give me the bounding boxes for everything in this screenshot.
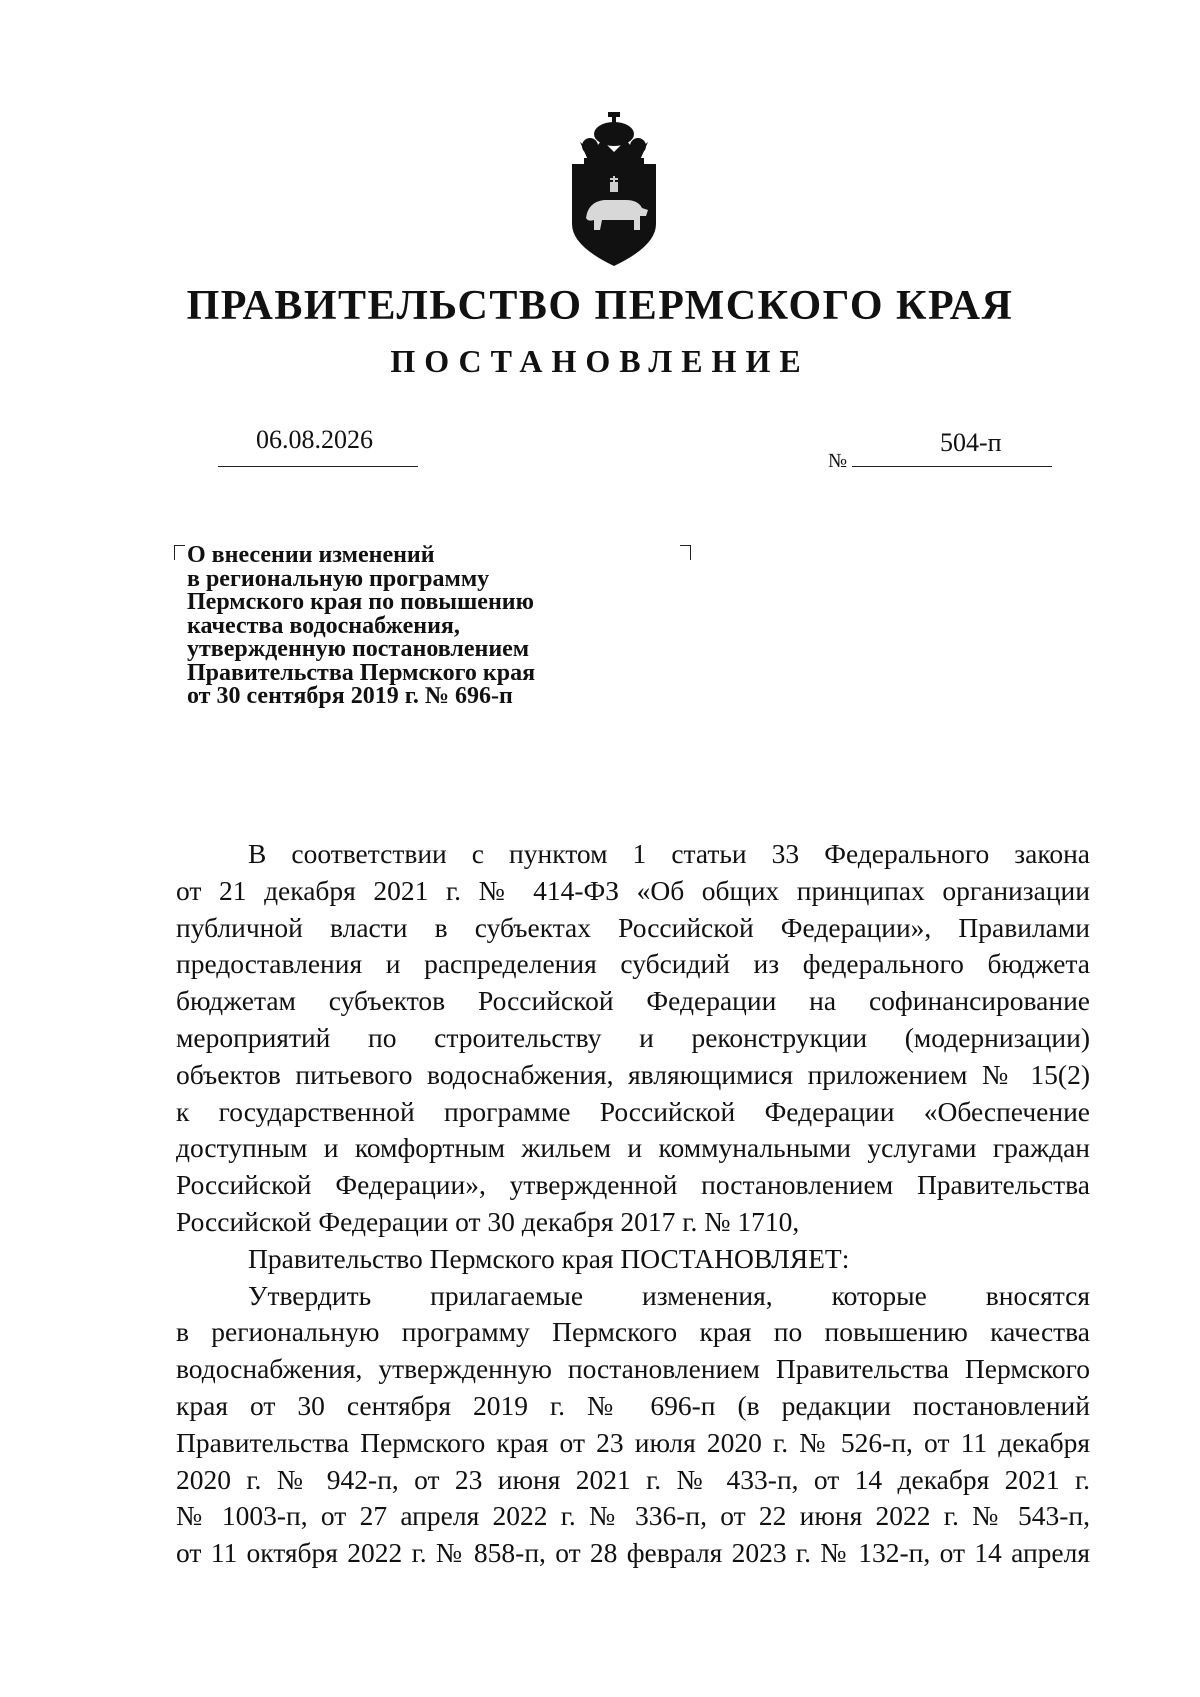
body-line: Российской Федерации», утвержденной постановлением Правительства <box>176 1169 1090 1201</box>
subject-line: Правительства Пермского края <box>187 659 536 686</box>
body-line: Правительство Пермского края ПОСТАНОВЛЯЕТ: <box>248 1242 850 1274</box>
date-underline <box>218 466 418 467</box>
document-body <box>176 836 1090 1572</box>
body-line: от 11 октября 2022 г. № 858-п, от 28 февраля 2023 г. № 132-п, от 14 апреля <box>176 1537 1090 1569</box>
government-title: ПРАВИТЕЛЬСТВО ПЕРМСКОГО КРАЯ <box>186 283 1014 329</box>
body-line: бюджетам субъектов Российской Федерации на софинансирование <box>176 985 1090 1017</box>
subject-line: утвержденную постановлением <box>187 636 530 662</box>
document-subject <box>187 544 647 709</box>
body-line: Утвердить прилагаемые изменения, которые вносятся <box>248 1279 1090 1311</box>
document-type: ПОСТАНОВЛЕНИЕ <box>390 343 810 379</box>
body-line: мероприятий по строительству и реконструкции (модернизации) <box>176 1021 1090 1053</box>
coat-of-arms-icon <box>568 112 660 266</box>
document-date: 06.08.2026 <box>256 425 373 454</box>
body-line: № 1003-п, от 27 апреля 2022 г. № 336-п, от 22 июня 2022 г. № 543-п, <box>176 1500 1090 1532</box>
body-line: края от 30 сентября 2019 г. № 696-п (в редакции постановлений <box>176 1389 1090 1421</box>
body-line: 2020 г. № 942-п, от 23 июня 2021 г. № 433-п, от 14 декабря 2021 г. <box>176 1463 1090 1495</box>
body-line: объектов питьевого водоснабжения, являющимися приложением № 15(2) <box>176 1058 1090 1090</box>
subject-line: от 30 сентября 2019 г. № 696-п <box>187 683 513 709</box>
body-line: к государственной программе Российской Федерации «Обеспечение <box>176 1095 1090 1127</box>
body-line: В соответствии с пунктом 1 статьи 33 Федерального закона <box>248 838 1090 869</box>
subject-line: О внесении изменений <box>187 542 435 568</box>
body-line: водоснабжения, утвержденную постановлением Правительства Пермского <box>176 1353 1090 1385</box>
body-line: Российской Федерации от 30 декабря 2017 г. № 1710, <box>176 1205 800 1237</box>
body-line: в региональную программу Пермского края по повышению качества <box>176 1316 1090 1348</box>
number-underline <box>852 466 1052 467</box>
body-line: доступным и комфортным жильем и коммунальными услугами граждан <box>176 1132 1090 1164</box>
body-line: публичной власти в субъектах Российской Федерации», Правилами <box>176 911 1090 943</box>
subject-line: в региональную программу <box>187 565 490 592</box>
subject-corner-right <box>680 545 691 560</box>
body-line: от 21 декабря 2021 г. № 414-ФЗ «Об общих принципах организации <box>176 874 1090 906</box>
document-number: 504-п <box>940 428 1002 457</box>
subject-line: качества водоснабжения, <box>187 612 460 639</box>
body-line: предоставления и распределения субсидий из федерального бюджета <box>176 948 1090 980</box>
body-line: Правительства Пермского края от 23 июля 2020 г. № 526-п, от 11 декабря <box>176 1426 1090 1458</box>
subject-line: Пермского края по повышению <box>187 589 534 615</box>
number-sign: № <box>828 450 848 472</box>
subject-corner-left <box>174 545 185 560</box>
